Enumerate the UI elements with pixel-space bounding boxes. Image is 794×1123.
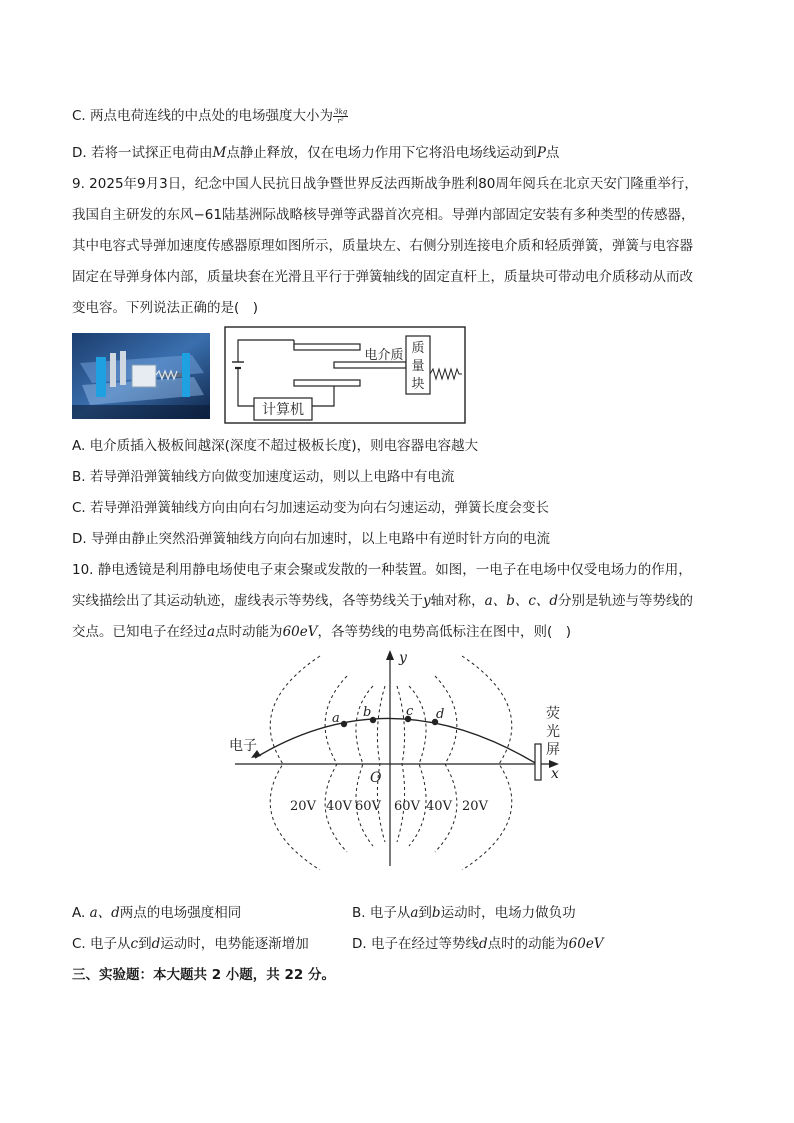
fraction-denominator: r² [337, 116, 344, 125]
x-axis-label: x [551, 766, 559, 782]
capacitor-sensor-diagram [224, 326, 466, 424]
origin-label: O [370, 770, 382, 786]
potential-label-60v-left: 60V [355, 799, 381, 814]
y-axis-arrow [386, 650, 394, 660]
var-a: a [410, 905, 419, 921]
mass-label-2: 量 [411, 359, 425, 374]
q10-option-a-post: 两点的电场强度相同 [119, 905, 242, 921]
energy-60ev: 60eV [568, 936, 604, 952]
potential-label-60v-right: 60V [394, 799, 420, 814]
q8-option-d-mid: 点静止释放，仅在电场力作用下它将沿电场线运动到 [226, 145, 537, 161]
var-p: P [536, 145, 546, 161]
q10-line2-post: 分别是轨迹与等势线的 [558, 593, 694, 609]
capacitor-top-plate [294, 344, 360, 350]
screen-label-2: 光 [546, 724, 560, 740]
var-c: c [130, 936, 139, 952]
q10-option-a-pre: A. [72, 905, 90, 921]
q10-option-d [352, 934, 604, 954]
label-d: d [436, 707, 445, 722]
q8-option-c [72, 106, 348, 126]
dielectric-label: 电介质 [364, 348, 404, 363]
capacitor-bottom-plate [294, 380, 360, 386]
electron-trajectory [255, 718, 537, 764]
computer-label: 计算机 [262, 402, 304, 418]
y-axis-label: y [399, 650, 407, 666]
potential-label-40v-right: 40V [426, 799, 452, 814]
q10-option-b-mid: 到 [418, 905, 432, 921]
q9-stem-line-4: 固定在导弹身体内部，质量块套在光滑且平行于弹簧轴线的固定直杆上，质量块可带动电介质移动从而改 [72, 269, 693, 285]
q10-option-d-pre: D. 电子在经过等势线 [352, 936, 479, 952]
var-a: a [207, 624, 216, 640]
q10-line3-post: ，各等势线的电势高低标注在图中，则( ) [317, 624, 572, 640]
q10-stem-line-3 [72, 622, 571, 642]
q9-stem-line-3: 其中电容式导弹加速度传感器原理如图所示，质量块左、右侧分别连接电介质和轻质弹簧，弹簧与电容器 [72, 238, 693, 254]
potential-label-40v-left: 40V [326, 799, 352, 814]
label-b: b [363, 705, 372, 720]
q9-option-a: A. 电介质插入极板间越深(深度不超过极板长度)，则电容器电容越大 [72, 438, 479, 454]
q10-option-a [72, 903, 241, 923]
label-a: a [332, 711, 340, 726]
q9-stem-line-2: 我国自主研发的东风−61陆基洲际战略核导弹等武器首次亮相。导弹内部固定安装有多种类型的传感器， [72, 207, 695, 223]
fraction-numerator: 3kq [334, 107, 348, 116]
equipotential-lines [270, 656, 512, 870]
q10-option-c-pre: C. 电子从 [72, 936, 131, 952]
screen-label-3: 屏 [546, 742, 560, 758]
mass-label-1: 质 [411, 341, 425, 356]
equipotential-20v-left [270, 656, 320, 870]
q10-stem-line-2 [72, 591, 693, 611]
q8-option-c-text: C. 两点电荷连线的中点处的电场强度大小为 [72, 108, 334, 124]
equipotential-20v-right [462, 656, 512, 870]
var-d: d [151, 936, 161, 952]
fraction [333, 108, 348, 125]
potential-label-20v-left: 20V [290, 799, 316, 814]
energy-60ev: 60eV [282, 624, 318, 640]
electrostatic-lens-diagram [225, 646, 575, 870]
var-abcd: a、b、c、d [484, 593, 559, 609]
var-y: y [423, 593, 431, 609]
screen-label-1: 荧 [546, 706, 560, 722]
q10-option-b-pre: B. 电子从 [352, 905, 411, 921]
var-d: d [478, 936, 488, 952]
q9-option-c: C. 若导弹沿弹簧轴线方向由向右匀加速运动变为向右匀速运动，弹簧长度会变长 [72, 500, 550, 516]
fluorescent-screen [535, 744, 541, 780]
var-ad: a、d [89, 905, 120, 921]
potential-label-20v-right: 20V [462, 799, 488, 814]
q10-option-c-post: 运动时，电势能逐渐增加 [160, 936, 309, 952]
missile-sensor-photo [72, 333, 210, 419]
q9-stem-line-5: 变电容。下列说法正确的是( ) [72, 300, 259, 316]
electron-label: 电子 [229, 738, 257, 754]
section-heading: 三、实验题：本大题共 2 小题，共 22 分。 [72, 967, 335, 983]
q10-option-b-post: 运动时，电场力做负功 [440, 905, 576, 921]
q10-line2-mid: 轴对称， [430, 593, 485, 609]
q10-option-b [352, 903, 576, 923]
q10-line3-pre: 交点。已知电子在经过 [72, 624, 207, 640]
label-c: c [406, 704, 414, 719]
q10-option-c-mid: 到 [138, 936, 152, 952]
q8-option-d [72, 143, 559, 163]
q10-line2-pre: 实线描绘出了其运动轨迹，虚线表示等势线，各等势线关于 [72, 593, 423, 609]
q8-option-d-text: D. 若将一试探正电荷由 [72, 145, 213, 161]
q10-option-d-mid: 点时的动能为 [487, 936, 569, 952]
var-b: b [431, 905, 441, 921]
q10-option-c [72, 934, 309, 954]
q9-option-d: D. 导弹由静止突然沿弹簧轴线方向向右加速时，以上电路中有逆时针方向的电流 [72, 531, 550, 547]
mass-label-3: 块 [411, 377, 425, 392]
q9-option-b: B. 若导弹沿弹簧轴线方向做变加速度运动，则以上电路中有电流 [72, 469, 455, 485]
q10-line3-mid: 点时动能为 [215, 624, 283, 640]
point-a [341, 721, 347, 727]
q9-stem-line-1: 9. 2025年9月3日，纪念中国人民抗日战争暨世界反法西斯战争胜利80周年阅兵在北京天安门隆重举行， [72, 176, 698, 192]
q10-stem-line-1: 10. 静电透镜是利用静电场使电子束会聚或发散的一种装置。如图，一电子在电场中仅受电场力的作用， [72, 562, 692, 578]
var-m: M [212, 145, 227, 161]
q8-option-d-post: 点 [545, 145, 560, 161]
